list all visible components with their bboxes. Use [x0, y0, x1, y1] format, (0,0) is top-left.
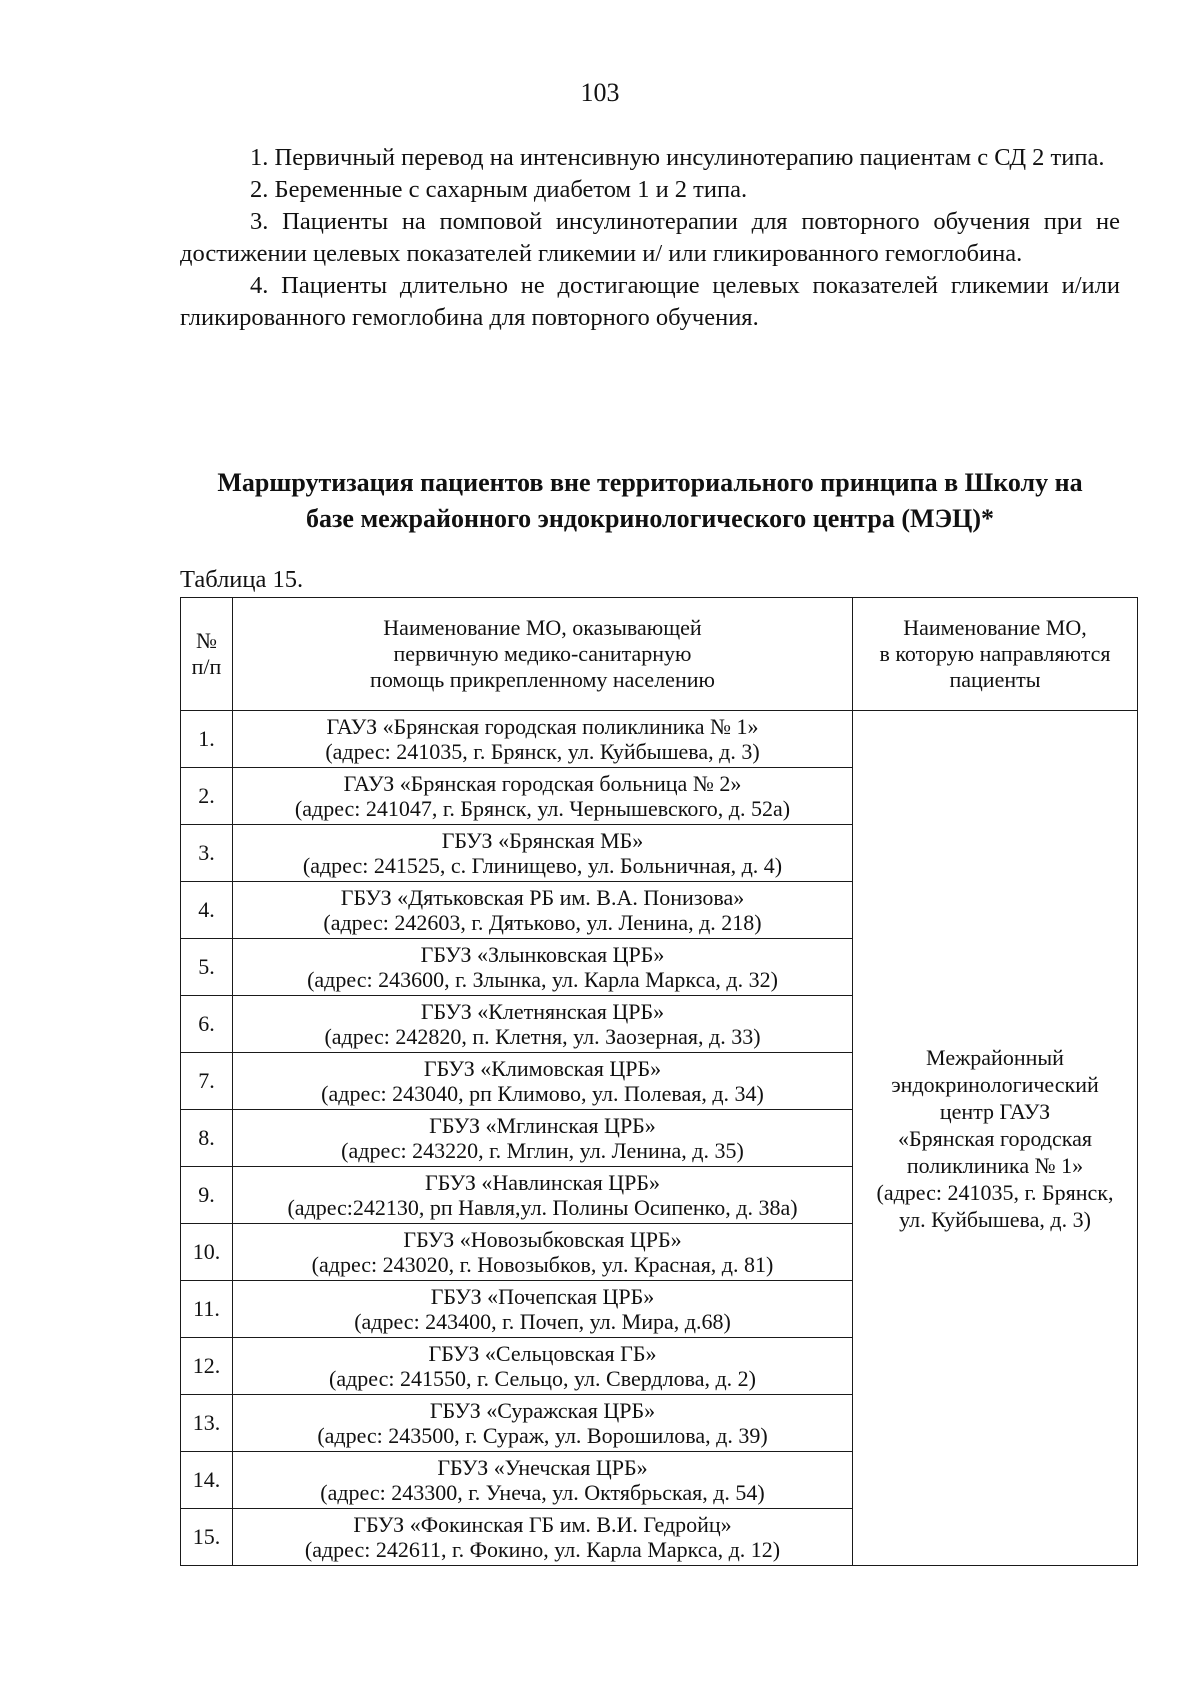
row-number: 8.	[181, 1110, 233, 1167]
row-clinic	[233, 1167, 853, 1224]
clinic-address: (адрес: 242820, п. Клетня, ул. Заозерная, д. 33)	[324, 1024, 761, 1049]
clinic-address: (адрес: 243220, г. Мглин, ул. Ленина, д. 35)	[341, 1138, 744, 1163]
row-number: 11.	[181, 1281, 233, 1338]
clinic-address: (адрес: 243600, г. Злынка, ул. Карла Маркса, д. 32)	[307, 967, 778, 992]
page-number: 103	[580, 78, 620, 107]
intro-list	[180, 142, 1120, 334]
clinic-name: ГБУЗ «Суражская ЦРБ»	[429, 1398, 656, 1423]
target-mo-cell	[853, 711, 1138, 1566]
row-number: 10.	[181, 1224, 233, 1281]
row-number: 2.	[181, 768, 233, 825]
header-target-mo	[853, 598, 1138, 711]
row-clinic	[233, 1224, 853, 1281]
table-row	[181, 711, 1138, 768]
row-clinic	[233, 996, 853, 1053]
clinic-address: (адрес: 241525, с. Глинищево, ул. Больничная, д. 4)	[302, 853, 783, 878]
clinic-name: ГБУЗ «Злынковская ЦРБ»	[420, 942, 665, 967]
row-number: 5.	[181, 939, 233, 996]
row-clinic	[233, 1509, 853, 1566]
clinic-address: (адрес: 241035, г. Брянск, ул. Куйбышева, д. 3)	[325, 739, 760, 764]
clinic-address: (адрес: 243040, рп Климово, ул. Полевая, д. 34)	[321, 1081, 764, 1106]
intro-item-1: 1. Первичный перевод на интенсивную инсулинотерапию пациентам с СД 2 типа.	[250, 144, 1105, 171]
clinic-address: (адрес: 243300, г. Унеча, ул. Октябрьская, д. 54)	[320, 1480, 765, 1505]
clinic-name: ГБУЗ «Новозыбковская ЦРБ»	[403, 1227, 682, 1252]
clinic-name: ГБУЗ «Сельцовская ГБ»	[428, 1341, 657, 1366]
section-heading-line-1: Маршрутизация пациентов вне территориального принципа в Школу на	[217, 468, 1083, 497]
intro-item-2: 2. Беременные с сахарным диабетом 1 и 2 типа.	[250, 176, 748, 203]
clinic-name: ГБУЗ «Унечская ЦРБ»	[437, 1455, 648, 1480]
header-number-line-2: п/п	[191, 654, 222, 679]
clinic-address: (адрес: 243020, г. Новозыбков, ул. Красная, д. 81)	[311, 1252, 774, 1277]
header-primary-mo-line-1: Наименование МО, оказывающей	[383, 615, 702, 640]
clinic-name: ГБУЗ «Климовская ЦРБ»	[423, 1056, 662, 1081]
table-caption: Таблица 15.	[180, 566, 304, 593]
clinic-name: ГБУЗ «Дятьковская РБ им. В.А. Понизова»	[340, 885, 745, 910]
target-line-2: эндокринологический	[891, 1071, 1099, 1097]
row-number: 3.	[181, 825, 233, 882]
row-number: 1.	[181, 711, 233, 768]
clinic-name: ГБУЗ «Почепская ЦРБ»	[430, 1284, 655, 1309]
row-clinic	[233, 1110, 853, 1167]
clinic-name: ГБУЗ «Клетнянская ЦРБ»	[420, 999, 665, 1024]
clinic-address: (адрес: 241047, г. Брянск, ул. Чернышевского, д. 52а)	[294, 796, 791, 821]
clinic-address: (адрес: 242603, г. Дятьково, ул. Ленина, д. 218)	[323, 910, 762, 935]
intro-item-3: 3. Пациенты на помповой инсулинотерапии для повторного обучения при не достижении целевых показателей гликемии и/ или гликированного гемоглобина.	[180, 208, 1120, 267]
clinic-address: (адрес: 242611, г. Фокино, ул. Карла Маркса, д. 12)	[304, 1537, 781, 1562]
intro-item-4: 4. Пациенты длительно не достигающие целевых показателей гликемии и/или гликированного гемоглобина для повторного обучения.	[180, 272, 1120, 331]
clinic-address: (адрес: 241550, г. Сельцо, ул. Свердлова, д. 2)	[329, 1366, 756, 1391]
row-number: 6.	[181, 996, 233, 1053]
header-number	[181, 598, 233, 711]
row-clinic	[233, 1053, 853, 1110]
target-line-1: Межрайонный	[926, 1044, 1064, 1070]
row-clinic	[233, 768, 853, 825]
row-number: 14.	[181, 1452, 233, 1509]
header-primary-mo	[233, 598, 853, 711]
clinic-address: (адрес: 243400, г. Почеп, ул. Мира, д.68)	[354, 1309, 731, 1334]
row-clinic	[233, 1281, 853, 1338]
section-heading-line-2: базе межрайонного эндокринологического центра (МЭЦ)*	[305, 504, 995, 533]
section-heading	[180, 465, 1120, 537]
row-clinic	[233, 1452, 853, 1509]
clinic-name: ГБУЗ «Брянская МБ»	[441, 828, 644, 853]
clinic-name: ГБУЗ «Навлинская ЦРБ»	[425, 1170, 660, 1195]
clinic-name: ГАУЗ «Брянская городская поликлиника № 1»	[326, 714, 759, 739]
row-clinic	[233, 939, 853, 996]
header-primary-mo-line-2: первичную медико-санитарную	[393, 641, 692, 666]
row-clinic	[233, 882, 853, 939]
row-number: 7.	[181, 1053, 233, 1110]
row-number: 12.	[181, 1338, 233, 1395]
clinic-name: ГБУЗ «Фокинская ГБ им. В.И. Гедройц»	[353, 1512, 732, 1537]
target-line-5: поликлиника № 1»	[906, 1152, 1084, 1178]
header-number-line-1: №	[196, 628, 217, 653]
routing-table	[180, 597, 1138, 1566]
target-line-4: «Брянская городская	[897, 1125, 1093, 1151]
clinic-address: (адрес: 243500, г. Сураж, ул. Ворошилова, д. 39)	[317, 1423, 768, 1448]
clinic-name: ГАУЗ «Брянская городская больница № 2»	[343, 771, 742, 796]
row-clinic	[233, 1395, 853, 1452]
header-primary-mo-line-3: помощь прикрепленному населению	[370, 667, 715, 692]
target-line-6: (адрес: 241035, г. Брянск,	[876, 1179, 1114, 1205]
clinic-name: ГБУЗ «Мглинская ЦРБ»	[429, 1113, 656, 1138]
header-target-mo-line-3: пациенты	[949, 667, 1041, 692]
row-number: 9.	[181, 1167, 233, 1224]
table-header-row	[181, 598, 1138, 711]
target-line-7: ул. Куйбышева, д. 3)	[899, 1206, 1091, 1232]
row-number: 4.	[181, 882, 233, 939]
header-target-mo-line-1: Наименование МО,	[903, 615, 1087, 640]
row-number: 13.	[181, 1395, 233, 1452]
row-clinic	[233, 825, 853, 882]
row-clinic	[233, 1338, 853, 1395]
row-clinic	[233, 711, 853, 768]
header-target-mo-line-2: в которую направляются	[879, 641, 1111, 666]
row-number: 15.	[181, 1509, 233, 1566]
clinic-address: (адрес:242130, рп Навля,ул. Полины Осипенко, д. 38а)	[287, 1195, 798, 1220]
target-line-3: центр ГАУЗ	[939, 1098, 1051, 1124]
